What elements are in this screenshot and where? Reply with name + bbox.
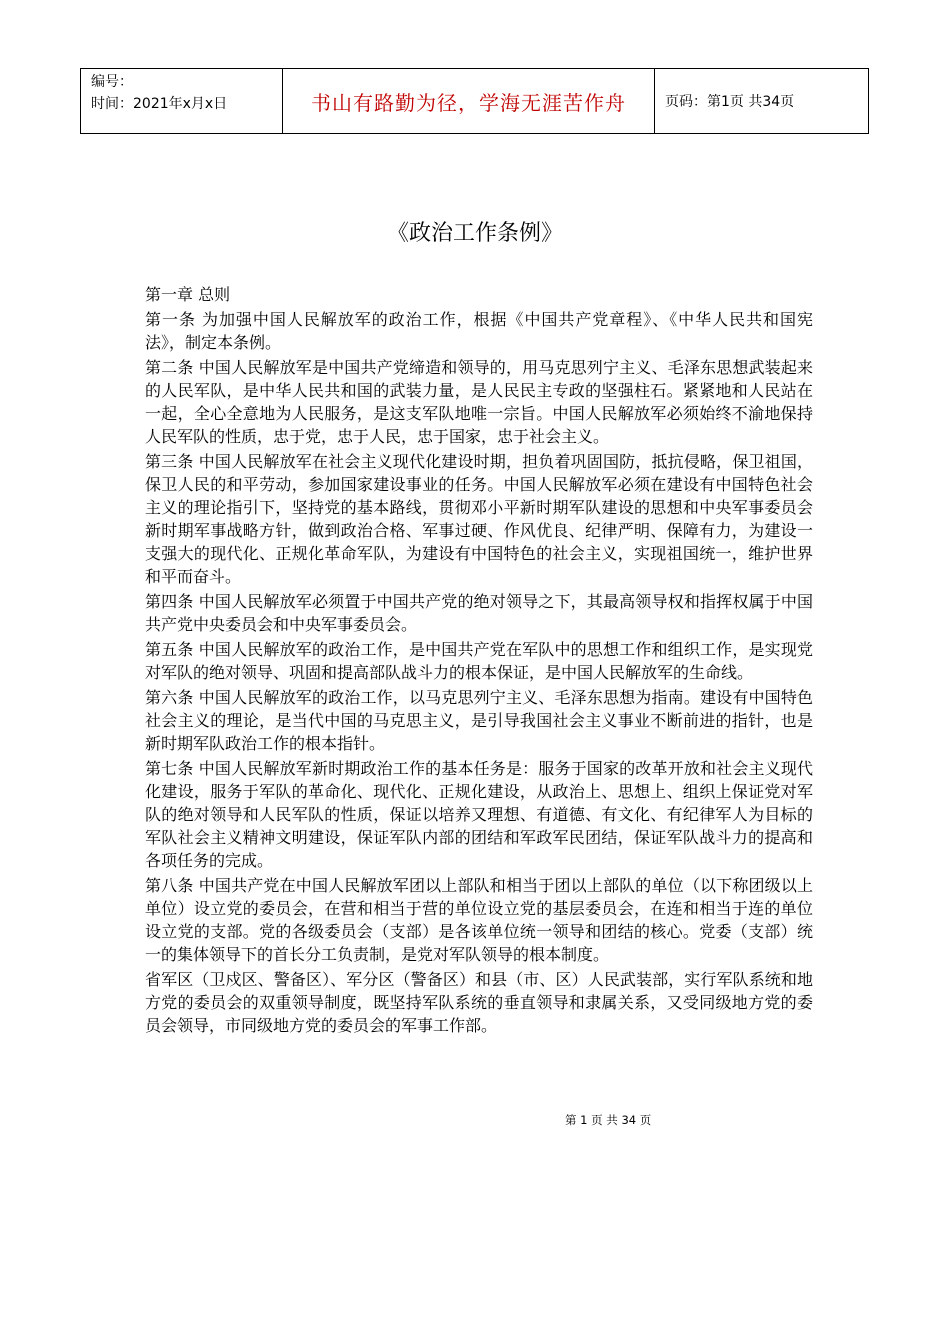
number-label: 编号：: [91, 74, 133, 90]
article-3: 第三条 中国人民解放军在社会主义现代化建设时期，担负着巩固国防，抵抗侵略，保卫祖国，保卫人民的和平劳动，参加国家建设事业的任务。中国人民解放军必须在建设有中国特色社会主义的理论指引下，坚持党的基本路线，贯彻邓小平新时期军队建设的思想和中央军事委员会新时期军事战略方针，做到政治合格、军事过硬、作风优良、纪律严明、保障有力，为建设一支强大的现代化、正规化革命军队，为建设有中国特色的社会主义，实现祖国统一，维护世界和平而奋斗。: [145, 452, 813, 586]
article-1: 第一条 为加强中国人民解放军的政治工作，根据《中国共产党章程》、《中华人民共和国宪法》，制定本条例。: [145, 310, 813, 352]
page-footer: 第 1 页 共 34 页: [565, 1113, 652, 1127]
document-title: 《政治工作条例》: [386, 221, 563, 246]
article-2: 第二条 中国人民解放军是中国共产党缔造和领导的，用马克思列宁主义、毛泽东思想武装起来的人民军队，是中华人民共和国的武装力量，是人民民主专政的坚强柱石。紧紧地和人民站在一起，全心全意地为人民服务，是这支军队地唯一宗旨。中国人民解放军必须始终不渝地保持人民军队的性质，忠于党，忠于人民，忠于国家，忠于社会主义。: [145, 358, 813, 446]
article-8: 第八条 中国共产党在中国人民解放军团以上部队和相当于团以上部队的单位（以下称团级以上单位）设立党的委员会，在营和相当于营的单位设立党的基层委员会，在连和相当于连的单位设立党的支部。党的各级委员会（支部）是各该单位统一领导和团结的核心。党委（支部）统一的集体领导下的首长分工负责制，是党对军队领导的根本制度。: [145, 876, 813, 964]
document-body: [145, 283, 813, 1127]
article-5: 第五条 中国人民解放军的政治工作，是中国共产党在军队中的思想工作和组织工作，是实现党对军队的绝对领导、巩固和提高部队战斗力的根本保证，是中国人民解放军的生命线。: [145, 640, 813, 682]
article-8-continued: 省军区（卫戍区、警备区）、军分区（警备区）和县（市、区）人民武装部，实行军队系统和地方党的委员会的双重领导制度，既坚持军队系统的垂直领导和隶属关系，又受同级地方党的委员会领导，市同级地方党的委员会的军事工作部。: [145, 970, 813, 1035]
page-label: 页码：第1页 共34页: [665, 94, 795, 110]
page-cell: [655, 69, 868, 133]
article-4: 第四条 中国人民解放军必须置于中国共产党的绝对领导之下，其最高领导权和指挥权属于中国共产党中央委员会和中央军事委员会。: [145, 592, 813, 634]
chapter-heading: 第一章 总则: [145, 285, 231, 304]
header-info-cell: [81, 69, 283, 133]
motto-text: 书山有路勤为径，学海无涯苦作舟: [311, 90, 626, 115]
article-7: 第七条 中国人民解放军新时期政治工作的基本任务是：服务于国家的改革开放和社会主义现代化建设，服务于军队的革命化、现代化、正规化建设，从政治上、思想上、组织上保证党对军队的绝对领导和人民军队的性质，保证以培养又理想、有道德、有文化、有纪律军人为目标的军队社会主义精神文明建设，保证军队内部的团结和军政军民团结，保证军队战斗力的提高和各项任务的完成。: [145, 759, 813, 870]
article-6: 第六条 中国人民解放军的政治工作，以马克思列宁主义、毛泽东思想为指南。建设有中国特色社会主义的理论，是当代中国的马克思主义，是引导我国社会主义事业不断前进的指针，也是新时期军队政治工作的根本指针。: [145, 688, 813, 753]
time-label: 时间：2021年x月x日: [91, 96, 228, 112]
motto-cell: [283, 69, 655, 133]
header-table: [80, 68, 869, 134]
